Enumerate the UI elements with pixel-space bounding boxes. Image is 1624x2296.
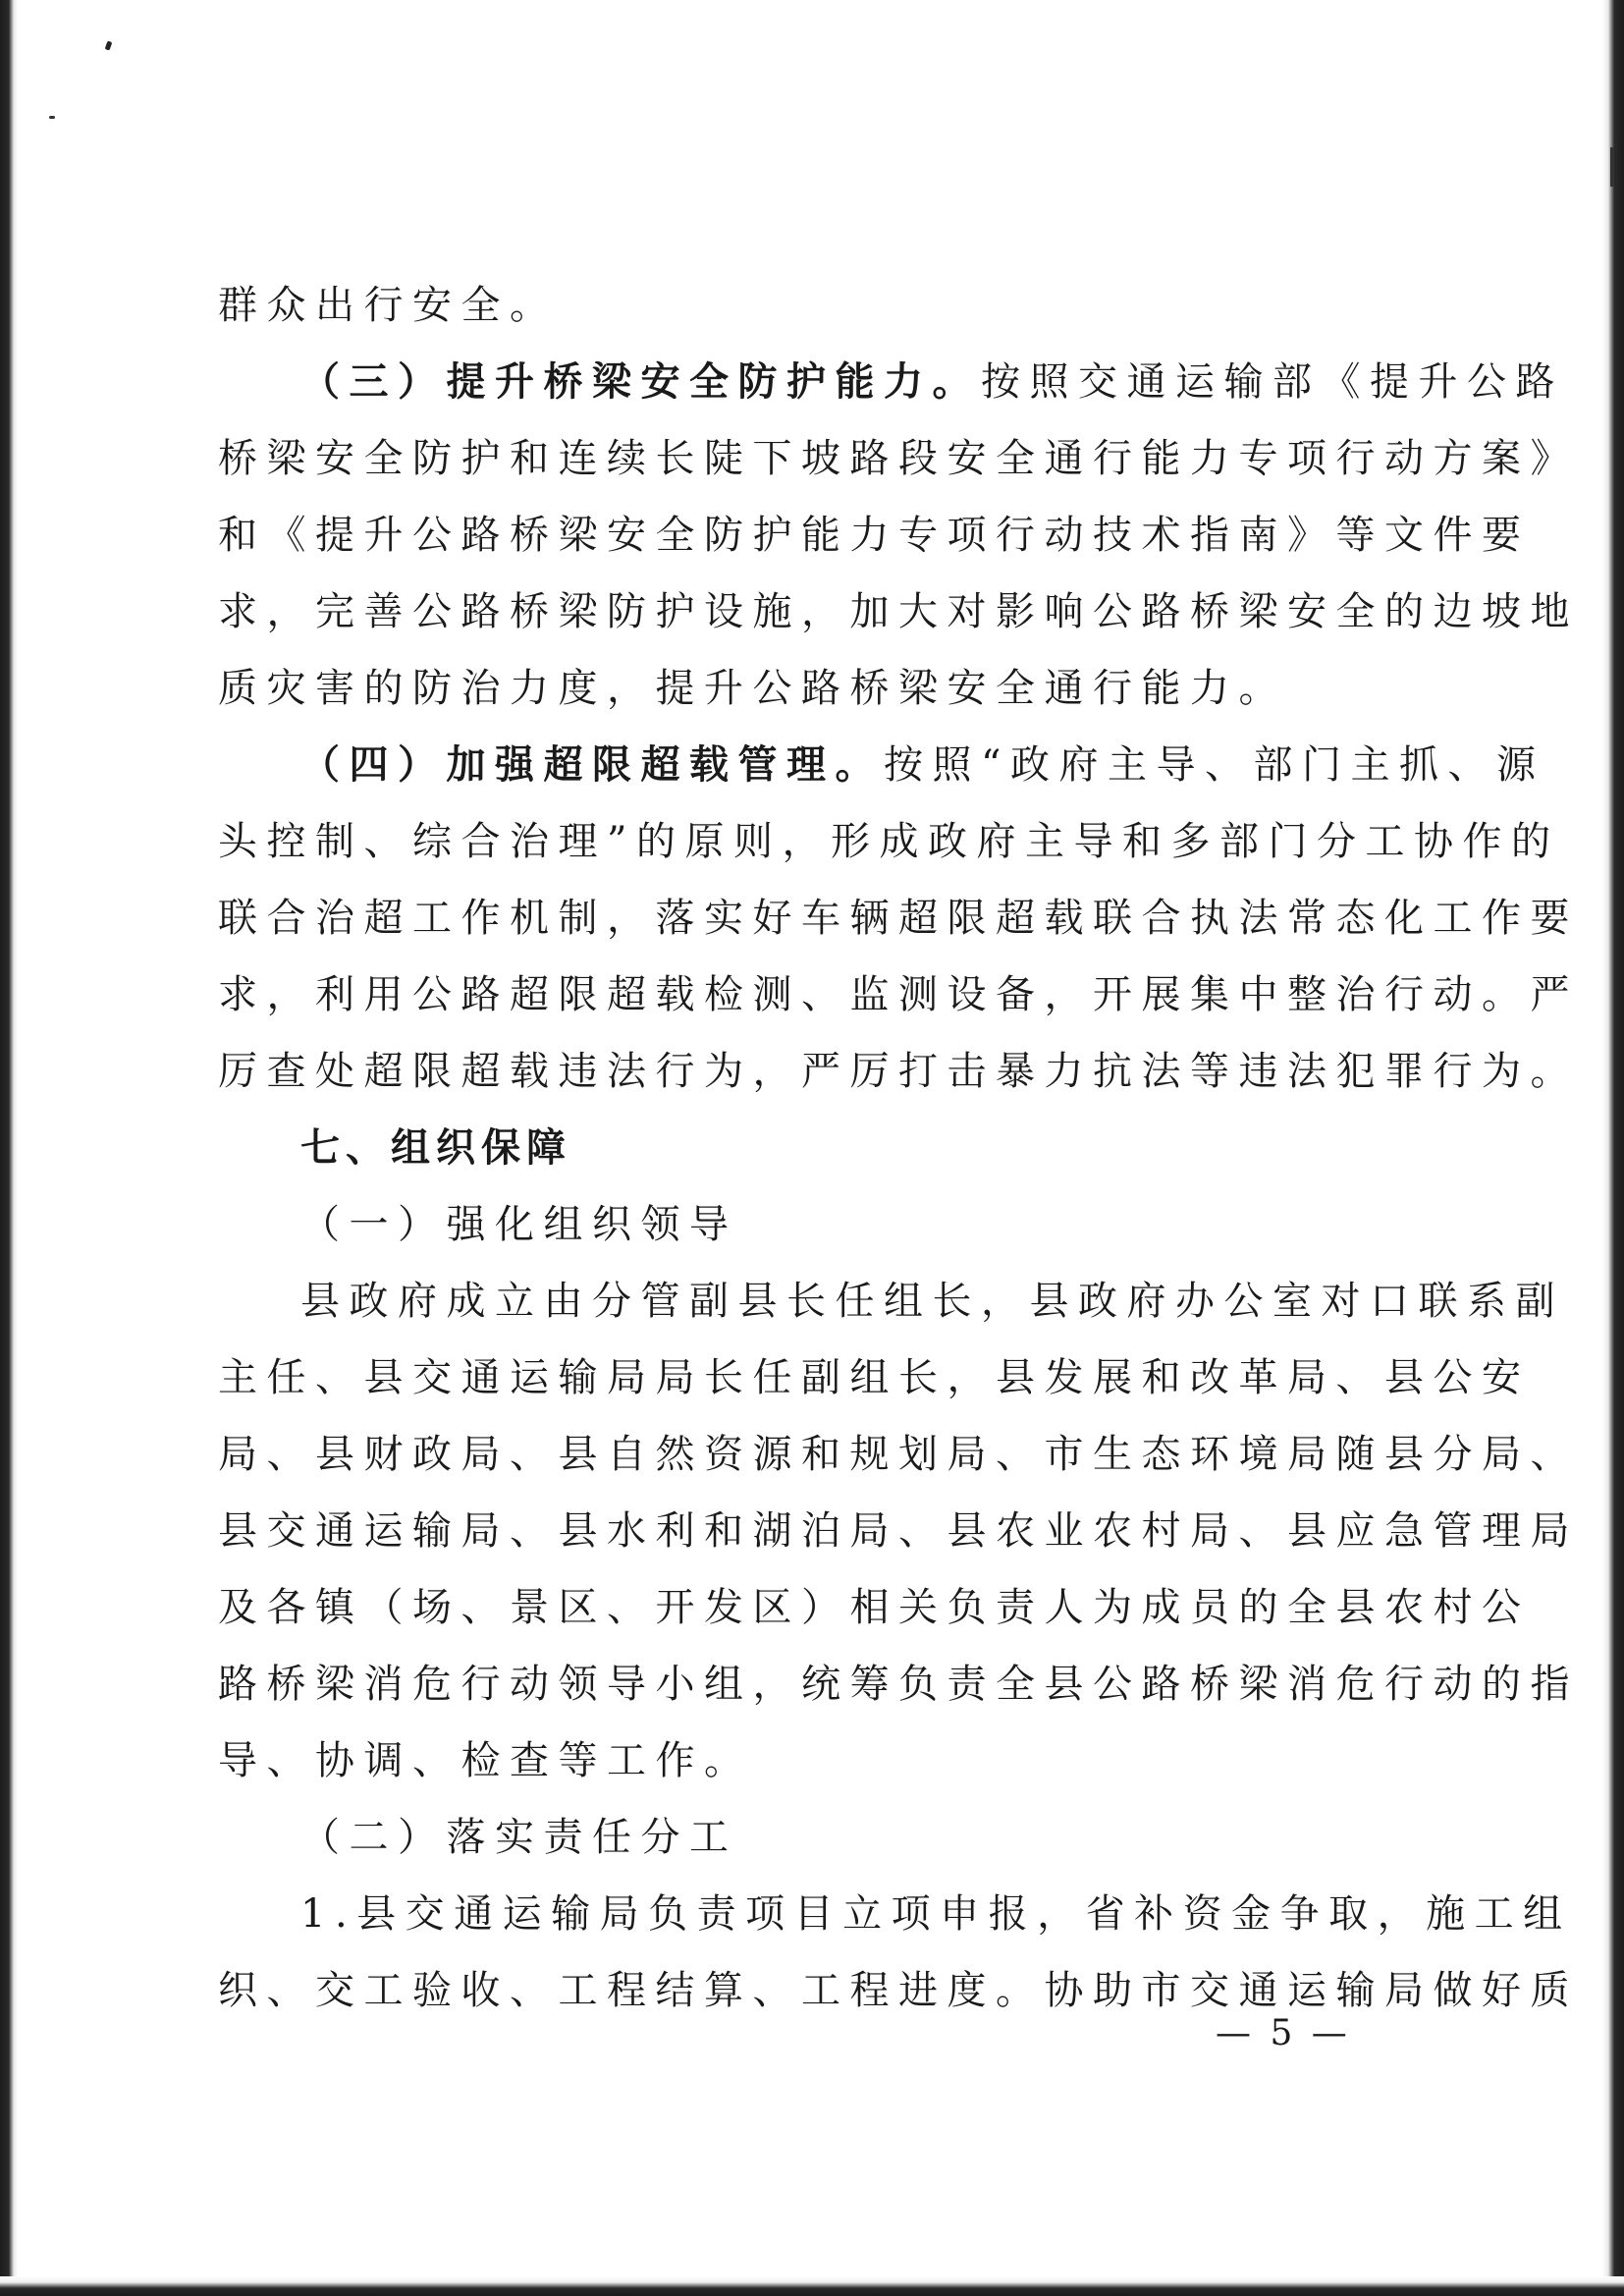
bold-text-segment: （四）加强超限超载管理。 xyxy=(300,741,884,788)
scan-speck xyxy=(105,40,113,50)
text-segment: 群众出行安全。 xyxy=(218,283,559,328)
text-line xyxy=(218,1033,1579,1110)
text-segment: 质灾害的防治力度，提升公路桥梁安全通行能力。 xyxy=(218,666,1287,711)
text-line xyxy=(218,1416,1579,1493)
text-segment: 导、协调、检查等工作。 xyxy=(218,1738,753,1783)
scan-edge-right xyxy=(1602,0,1624,2296)
page-number: — 5 — xyxy=(1216,2013,1351,2053)
scan-edge-bottom xyxy=(0,2276,1624,2296)
text-segment: 求，利用公路超限超载检测、监测设备，开展集中整治行动。严 xyxy=(218,972,1579,1017)
text-segment: 按照“政府主导、部门主抓、源 xyxy=(884,742,1545,788)
text-segment: 1.县交通运输局负责项目立项申报，省补资金争取，施工组 xyxy=(300,1891,1572,1937)
text-line xyxy=(218,650,1406,727)
text-segment: 主任、县交通运输局局长任副组长，县发展和改革局、县公安 xyxy=(218,1355,1531,1400)
document-body xyxy=(218,267,1579,2029)
text-line xyxy=(218,1339,1531,1416)
text-line xyxy=(218,1799,1406,1876)
text-segment: 和《提升公路桥梁安全防护能力专项行动技术指南》等文件要 xyxy=(218,513,1531,558)
scan-speck xyxy=(49,116,55,119)
text-segment: 求，完善公路桥梁防护设施，加大对影响公路桥梁安全的边坡地 xyxy=(218,589,1579,634)
text-segment: 头控制、综合治理”的原则，形成政府主导和多部门分工协作的 xyxy=(218,819,1560,864)
text-segment: 联合治超工作机制，落实好车辆超限超载联合执法常态化工作要 xyxy=(218,896,1579,941)
bold-text-segment: （三）提升桥梁安全防护能力。 xyxy=(300,358,981,405)
text-segment: 及各镇（场、景区、开发区）相关负责人为成员的全县农村公 xyxy=(218,1585,1531,1630)
text-line xyxy=(218,344,1564,420)
text-line xyxy=(218,267,1406,344)
text-line xyxy=(218,1646,1579,1722)
scan-speck xyxy=(1610,147,1614,187)
text-line xyxy=(218,957,1579,1033)
text-line xyxy=(218,1569,1531,1646)
text-segment: 县政府成立由分管副县长任组长，县政府办公室对口联系副 xyxy=(300,1279,1564,1324)
text-segment: 桥梁安全防护和连续长陡下坡路段安全通行能力专项行动方案》 xyxy=(218,436,1579,481)
text-segment: 按照交通运输部《提升公路 xyxy=(981,359,1564,405)
scan-edge-left xyxy=(0,0,18,2296)
text-line xyxy=(218,727,1545,803)
bold-text-segment: 七、组织保障 xyxy=(300,1125,571,1171)
text-line xyxy=(218,1186,1406,1263)
text-segment: 织、交工验收、工程结算、工程进度。协助市交通运输局做好质 xyxy=(218,1968,1579,2013)
text-segment: 县交通运输局、县水利和湖泊局、县农业农村局、县应急管理局 xyxy=(218,1508,1579,1554)
text-line xyxy=(218,1722,1406,1799)
text-line xyxy=(218,574,1579,650)
text-line xyxy=(218,1263,1564,1339)
text-line xyxy=(218,803,1560,880)
text-line xyxy=(218,880,1579,957)
text-segment: 厉查处超限超载违法行为，严厉打击暴力抗法等违法犯罪行为。 xyxy=(218,1049,1579,1094)
text-segment: 局、县财政局、县自然资源和规划局、市生态环境局随县分局、 xyxy=(218,1432,1579,1477)
section-heading xyxy=(218,1110,1406,1186)
text-segment: （二）落实责任分工 xyxy=(300,1815,738,1860)
text-segment: 路桥梁消危行动领导小组，统筹负责全县公路桥梁消危行动的指 xyxy=(218,1662,1579,1707)
text-line xyxy=(218,1876,1572,1952)
text-line xyxy=(218,1493,1579,1569)
text-segment: （一）强化组织领导 xyxy=(300,1202,738,1247)
text-line xyxy=(218,420,1579,497)
text-line xyxy=(218,497,1531,574)
